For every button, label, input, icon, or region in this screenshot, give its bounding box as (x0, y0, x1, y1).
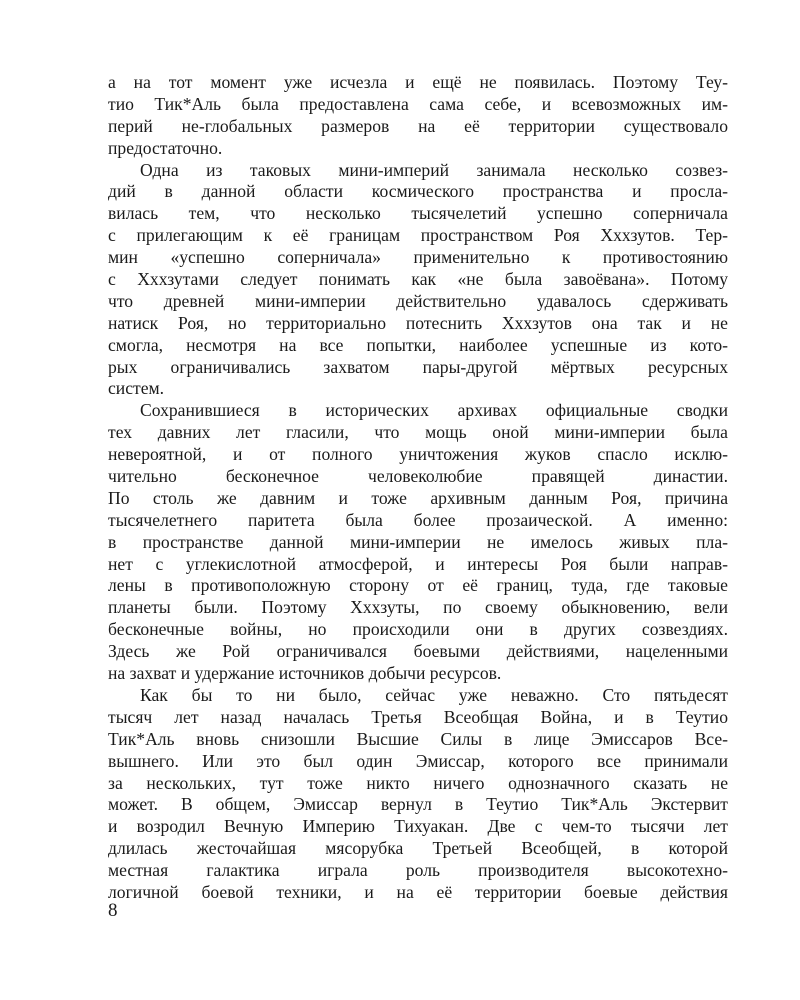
text-line: тех давних лет гласили, что мощь оной мини-империи была (108, 422, 728, 443)
body-text (108, 72, 728, 904)
text-line: может. В общем, Эмиссар вернул в Теутио Тик*Аль Экстервит (108, 794, 728, 815)
text-line: лены в противоположную сторону от её границ, туда, где таковые (108, 575, 728, 596)
text-line: вилась тем, что несколько тысячелетий успешно соперничала (108, 203, 728, 224)
text-line: на захват и удержание источников добычи ресурсов. (108, 663, 502, 684)
text-line: Одна из таковых мини-империй занимала несколько созвез- (140, 159, 728, 180)
text-line: Тик*Аль вновь снизошли Высшие Силы в лице Эмиссаров Все- (108, 728, 728, 749)
paragraph (108, 685, 728, 904)
text-line: Как бы то ни было, сейчас уже неважно. Сто пятьдесят (140, 684, 728, 705)
text-line: систем. (108, 378, 165, 399)
text-line: нет с углекислотной атмосферой, и интересы Роя были направ- (108, 553, 728, 574)
text-line: бесконечные войны, но происходили они в других созвездиях. (108, 619, 728, 640)
text-line: вышнего. Или это был один Эмиссар, которого все принимали (108, 750, 728, 771)
text-line: предостаточно. (108, 137, 223, 158)
text-line: рых ограничивались захватом пары-другой мёртвых ресурсных (108, 356, 728, 377)
text-line: Здесь же Рой ограничивался боевыми действиями, нацеленными (108, 641, 728, 662)
text-line: с Хххзутами следует понимать как «не была завоёвана». Потому (108, 269, 728, 290)
text-line: невероятной, и от полного уничтожения жуков спасло исклю- (108, 444, 728, 465)
paragraph (108, 72, 728, 160)
text-line: натиск Роя, но территориально потеснить Хххзутов она так и не (108, 312, 728, 333)
text-line: в пространстве данной мини-империи не имелось живых пла- (108, 531, 728, 552)
text-line: смогла, несмотря на все попытки, наиболее успешные из кото- (108, 334, 728, 355)
text-line: местная галактика играла роль производителя высокотехно- (108, 860, 728, 881)
text-line: перий не-глобальных размеров на её территории существовало (108, 115, 728, 136)
text-line: тысяч лет назад началась Третья Всеобщая Война, и в Теутио (108, 706, 728, 727)
text-line: тио Тик*Аль была предоставлена сама себе, и всевозможных им- (108, 93, 728, 114)
text-line: мин «успешно соперничала» применительно к противостоянию (108, 247, 728, 268)
page-number: 8 (108, 900, 118, 921)
text-line: за нескольких, тут тоже никто ничего однозначного сказать не (108, 772, 728, 793)
text-line: Сохранившиеся в исторических архивах официальные сводки (140, 400, 728, 421)
text-line: что древней мини-империи действительно удавалось сдерживать (108, 290, 728, 311)
text-line: тысячелетнего паритета была более прозаической. А именно: (108, 509, 728, 530)
paragraph (108, 400, 728, 685)
text-line: а на тот момент уже исчезла и ещё не появилась. Поэтому Теу- (108, 72, 728, 92)
text-line: логичной боевой техники, и на её территории боевые действия (108, 881, 728, 902)
text-line: чительно бесконечное человеколюбие правящей династии. (108, 466, 728, 487)
text-line: планеты были. Поэтому Хххзуты, по своему обыкновению, вели (108, 597, 728, 618)
text-line: длилась жесточайшая мясорубка Третьей Всеобщей, в которой (108, 838, 728, 859)
text-line: По столь же давним и тоже архивным данным Роя, причина (108, 487, 728, 508)
paragraph (108, 160, 728, 401)
text-line: и возродил Вечную Империю Тихуакан. Две с чем-то тысячи лет (108, 816, 728, 837)
text-line: дий в данной области космического пространства и просла- (108, 181, 728, 202)
text-line: с прилегающим к её границам пространством Роя Хххзутов. Тер- (108, 225, 728, 246)
